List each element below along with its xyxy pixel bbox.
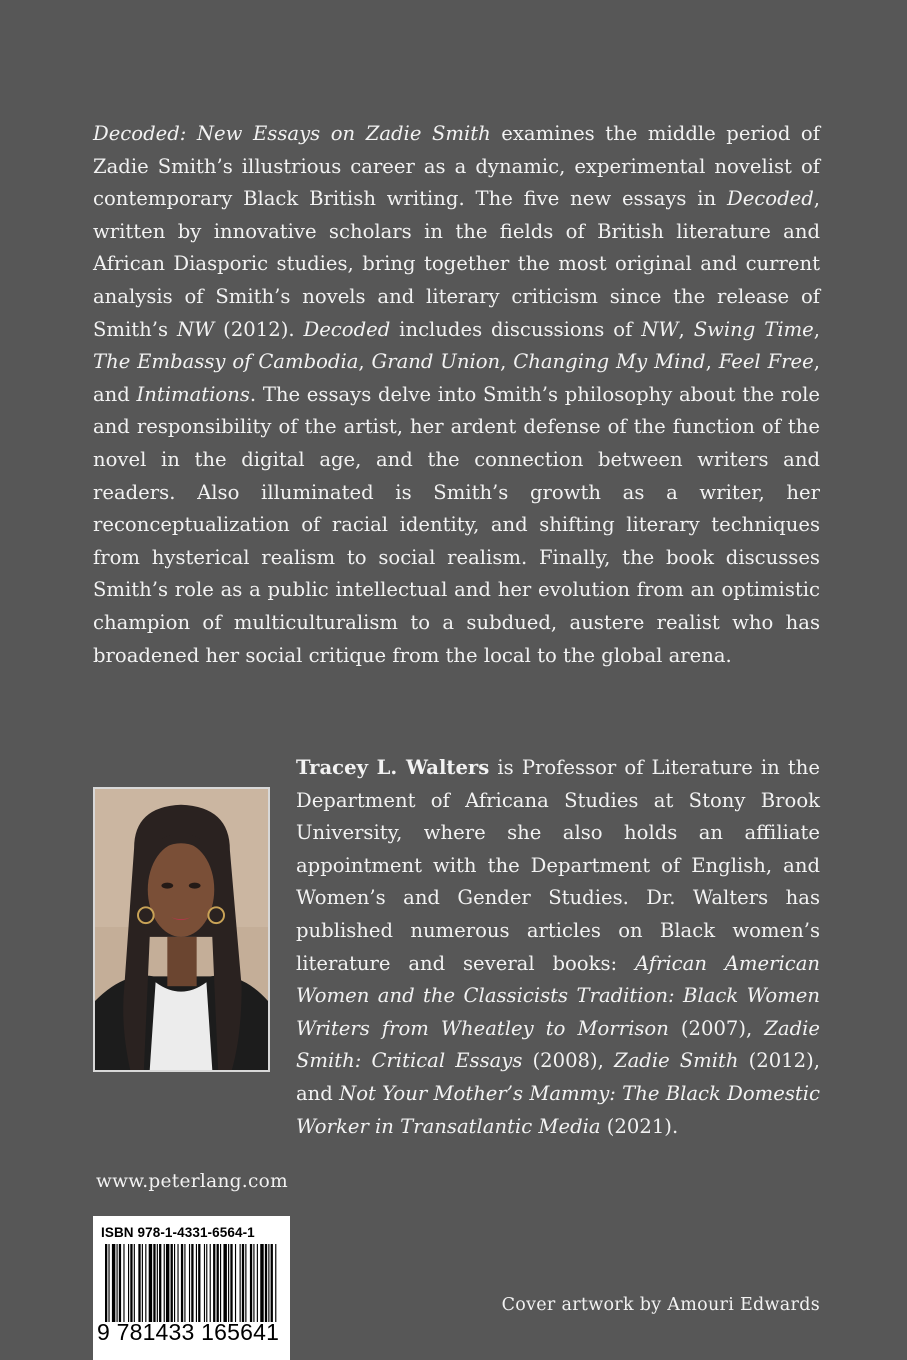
bio-book-title: Zadie Smith (613, 1049, 739, 1073)
barcode-bar (250, 1244, 252, 1322)
barcode-bar (123, 1244, 124, 1322)
barcode-bar (228, 1244, 229, 1322)
barcode-bar (159, 1244, 161, 1322)
barcode-bar (105, 1244, 107, 1322)
blurb-paragraph (93, 118, 820, 672)
blurb-text: . The essays delve into Smith’s philosophy about the role and responsibility of the artist, her ardent defense of the function of the novel in the digital age, and the connection between writers and readers. Also illuminated is Smith’s growth as a writer, her reconceptualization of racial identity, and shifting literary techniques from hysterical realism to social realism. Finally, the book discusses Smith’s role as a public intellectual and her evolution from an optimistic champion of multiculturalism to a subdued, austere realist who has broadened her social critique from the local to the global arena. (93, 382, 820, 667)
barcode-bar (177, 1244, 178, 1322)
blurb-title-embassy: The Embassy of Cambodia (93, 350, 359, 374)
blurb-title-grand-union: Grand Union (371, 350, 501, 374)
ean-digits: 9 781433 165641 (97, 1319, 280, 1345)
barcode-bar (217, 1244, 219, 1322)
bio-book-title: Zadie Smith: Critical Essays (296, 1016, 820, 1073)
blurb-title-changing-my-mind: Changing My Mind (513, 350, 706, 374)
bio-text: (2012), and (296, 1049, 820, 1105)
blurb-separator: , (500, 350, 514, 374)
blurb-title-intimations: Intimations (136, 382, 250, 406)
barcode-bars (105, 1244, 279, 1322)
barcode-bar (189, 1244, 190, 1322)
bio-text: (2007), (668, 1016, 765, 1040)
isbn-barcode (93, 1216, 290, 1360)
barcode-bar (223, 1244, 226, 1322)
barcode-bar (235, 1244, 236, 1322)
cover-credit: Cover artwork by Amouri Edwards (501, 1295, 820, 1315)
blurb-title-feel-free: Feel Free (718, 350, 814, 374)
barcode-bar (119, 1244, 121, 1322)
barcode-bar (134, 1244, 135, 1322)
blurb-title-nw: NW (641, 317, 679, 341)
barcode-bar (198, 1244, 200, 1322)
bio-book-title: Not Your Mother’s Mammy: The Black Domestic Worker in Transatlantic Media (296, 1081, 820, 1138)
blurb-text: includes discussions of (390, 317, 642, 341)
barcode-bar (275, 1244, 276, 1322)
barcode-bar (138, 1244, 140, 1322)
author-name: Tracey L. Walters (296, 756, 490, 779)
barcode-bar (157, 1244, 158, 1322)
barcode-bar (230, 1244, 232, 1322)
barcode-bar (174, 1244, 175, 1322)
publisher-website[interactable]: www.peterlang.com (96, 1171, 288, 1192)
barcode-bar (213, 1244, 215, 1322)
barcode-bar (166, 1244, 169, 1322)
barcode-bar (206, 1244, 207, 1322)
barcode-bar (171, 1244, 173, 1322)
barcode-bar (153, 1244, 155, 1322)
barcode-bar (210, 1244, 211, 1322)
blurb-text: , written by innovative scholars in the fields of British literature and African Diasporic studies, bring together the most original and current analysis of Smith’s novels and literary criticism since the release of Smith’s (93, 187, 820, 341)
barcode-bar (149, 1244, 152, 1322)
barcode-bar (128, 1244, 129, 1322)
barcode-bar (145, 1244, 146, 1322)
barcode-bar (117, 1244, 118, 1322)
barcode-bar (253, 1244, 254, 1322)
isbn-label: ISBN 978-1-4331-6564-1 (101, 1225, 255, 1240)
barcode-bar (257, 1244, 258, 1322)
barcode-bar (164, 1244, 165, 1322)
barcode-bar (112, 1244, 115, 1322)
blurb-title-decoded: Decoded (303, 317, 391, 341)
blurb-title-nw: NW (176, 317, 215, 341)
barcode-bar (220, 1244, 221, 1322)
barcode-bar (108, 1244, 109, 1322)
author-portrait-illustration (95, 789, 268, 1070)
blurb-separator: , (678, 317, 694, 341)
barcode-bar (142, 1244, 143, 1322)
author-photo (93, 787, 270, 1072)
author-bio (296, 752, 820, 1143)
blurb-separator: , (705, 350, 719, 374)
blurb-text: (2012). (214, 317, 304, 341)
blurb-separator: , (358, 350, 372, 374)
barcode-bar (242, 1244, 244, 1322)
barcode-bar (130, 1244, 132, 1322)
barcode-bar (196, 1244, 197, 1322)
barcode-bar (268, 1244, 269, 1322)
barcode-bar (240, 1244, 241, 1322)
barcode-bar (271, 1244, 273, 1322)
barcode-bar (265, 1244, 267, 1322)
bio-text: is Professor of Literature in the Department of Africana Studies at Stony Brook University, where she also holds an affiliate appointment with the Department of English, and Women’s and Gender Studies. Dr. Walters has published numerous articles on Black women’s literature and several books: (296, 756, 820, 975)
blurb-title-decoded: Decoded (727, 187, 814, 211)
barcode-bar (191, 1244, 193, 1322)
barcode-bar (204, 1244, 205, 1322)
blurb-title-swing-time: Swing Time (693, 317, 814, 341)
bio-text: (2008), (522, 1049, 614, 1073)
blurb-separator: , and (93, 350, 820, 406)
barcode-bar (181, 1244, 183, 1322)
barcode-bar (260, 1244, 263, 1322)
barcode-bar (245, 1244, 246, 1322)
blurb-book-title: Decoded: New Essays on Zadie Smith (93, 122, 491, 145)
blurb-text: examines the middle period of Zadie Smith’s illustrious career as a dynamic, experimental novelist of contemporary Black British writing. The five new essays in (93, 122, 820, 211)
bio-book-title: African American Women and the Classicists Tradition: Black Women Writers from Wheatley to Morrison (296, 951, 820, 1040)
blurb-separator: , (813, 317, 820, 341)
bio-text: (2021). (600, 1114, 679, 1138)
barcode-bar (184, 1244, 185, 1322)
